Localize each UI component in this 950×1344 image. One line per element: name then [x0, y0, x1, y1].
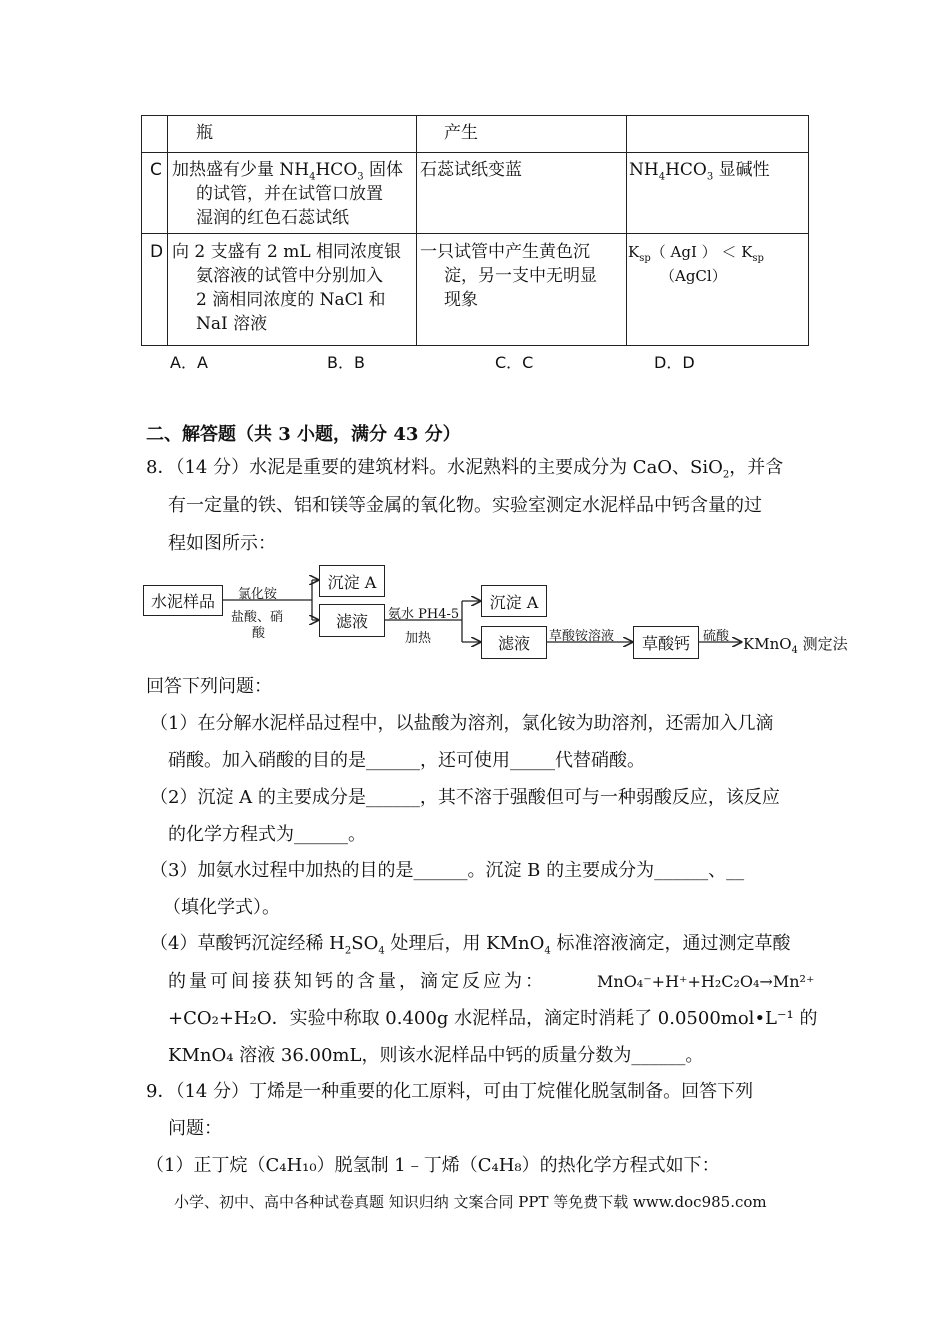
reagent-label: 氯化铵 — [238, 587, 278, 602]
q8-line: 8．（14 分）水泥是重要的建筑材料。水泥熟料的主要成分为 CaO、SiO$_2$，并含 — [146, 457, 784, 481]
precipitate-a-box: 沉淀 A — [319, 565, 385, 597]
table-row-divider — [141, 152, 809, 153]
filtrate-box: 滤液 — [319, 604, 385, 637]
table-cell: 一只试管中产生黄色沉 — [420, 242, 590, 262]
q8-line: 程如图所示： — [168, 533, 276, 554]
table-cell: 淀，另一支中无明显 — [444, 266, 597, 286]
table-cell: NaI 溶液 — [196, 314, 268, 334]
subquestion-line: +CO₂+H₂O．实验中称取 0.400g 水泥样品，滴定时消耗了 0.0500mol•L⁻¹ 的 — [168, 1008, 818, 1029]
method-label: KMnO$_4$ 测定法 — [743, 635, 848, 656]
subquestion-line: （填化学式）。 — [163, 897, 280, 918]
table-row-divider — [141, 233, 809, 234]
option-c: C．C — [495, 353, 534, 372]
option-a: A．A — [170, 353, 208, 372]
subquestion-line: （1）在分解水泥样品过程中，以盐酸为溶剂，氯化铵为助溶剂，还需加入几滴 — [150, 713, 774, 734]
option-d: D．D — [654, 353, 695, 372]
subquestion-line: 的量可间接获知钙的含量，滴定反应为： — [168, 971, 546, 992]
subquestion-line: （2）沉淀 A 的主要成分是______，其不溶于强酸但可与一种弱酸反应，该反应 — [150, 787, 780, 808]
subquestion-line: 硝酸。加入硝酸的目的是______，还可使用_____代替硝酸。 — [168, 750, 645, 771]
option-b: B．B — [327, 353, 365, 372]
table-cell: 石蕊试纸变蓝 — [420, 160, 522, 180]
table-cell: 氨溶液的试管中分别加入 — [196, 266, 383, 286]
row-label: C — [150, 160, 162, 180]
table-col-divider — [416, 115, 417, 346]
footer-note: 小学、初中、高中各种试卷真题 知识归纳 文案合同 PPT 等免费下载 www.doc985.com — [174, 1193, 767, 1211]
subquestion-line: （4）草酸钙沉淀经稀 $H_2SO_4$ 处理后，用 KMnO$_4$ 标准溶液滴定，通过测定草酸 — [150, 933, 791, 957]
table-cell: （AgCl） — [660, 267, 727, 285]
reagent-label: 硫酸 — [703, 629, 730, 644]
q9-line: （1）正丁烷（C₄H₁₀）脱氢制 1﹣丁烯（C₄H₈）的热化学方程式如下： — [146, 1155, 720, 1176]
q9-line: 9．（14 分）丁烯是一种重要的化工原料，可由丁烷催化脱氢制备。回答下列 — [146, 1081, 754, 1102]
table-col-divider — [167, 115, 168, 346]
filtrate-box: 滤液 — [481, 626, 547, 659]
row-label: D — [150, 242, 164, 262]
equation: MnO₄⁻+H⁺+H₂C₂O₄→Mn²⁺ — [597, 972, 815, 991]
table-cell: 的试管，并在试管口放置 — [196, 184, 383, 204]
section-title: 二、解答题（共 3 小题，满分 43 分） — [146, 424, 461, 445]
table-cell: 现象 — [444, 290, 478, 310]
table-cell: 湿润的红色石蕊试纸 — [196, 208, 349, 228]
subquestion-line: （3）加氨水过程中加热的目的是______。沉淀 B 的主要成分为______、__ — [150, 860, 745, 881]
table-cell: $K_{sp}$（ AgI ） ＜ $K_{sp}$ — [628, 243, 764, 264]
reagent-label: 盐酸、硝 — [231, 610, 284, 625]
reagent-label: 草酸铵溶液 — [549, 629, 615, 644]
reagent-label: 加热 — [405, 631, 432, 646]
reagent-label: 氨水 PH4-5 — [388, 607, 460, 622]
table-col-divider — [626, 115, 627, 346]
subquestion-line: 的化学方程式为______。 — [168, 824, 366, 845]
table-cell: 加热盛有少量 $NH_4HCO_3$ 固体 — [172, 160, 404, 183]
table-cell: 瓶 — [196, 123, 213, 143]
table-cell: $NH_4HCO_3$ 显碱性 — [629, 160, 770, 183]
q8-line: 有一定量的铁、铝和镁等金属的氧化物。实验室测定水泥样品中钙含量的过 — [168, 495, 762, 516]
table-cell: 产生 — [444, 123, 478, 143]
answer-intro: 回答下列问题： — [146, 676, 272, 697]
precipitate-a-box: 沉淀 A — [481, 585, 547, 617]
table-cell: 2 滴相同浓度的 NaCl 和 — [196, 290, 386, 310]
subquestion-line: KMnO₄ 溶液 36.00mL，则该水泥样品中钙的质量分数为______。 — [168, 1045, 704, 1066]
q9-line: 问题： — [168, 1118, 222, 1139]
reagent-label: 酸 — [252, 626, 266, 641]
sample-box: 水泥样品 — [143, 585, 223, 616]
calcium-oxalate-box: 草酸钙 — [633, 626, 699, 659]
table-cell: 向 2 支盛有 2 mL 相同浓度银 — [172, 242, 402, 262]
